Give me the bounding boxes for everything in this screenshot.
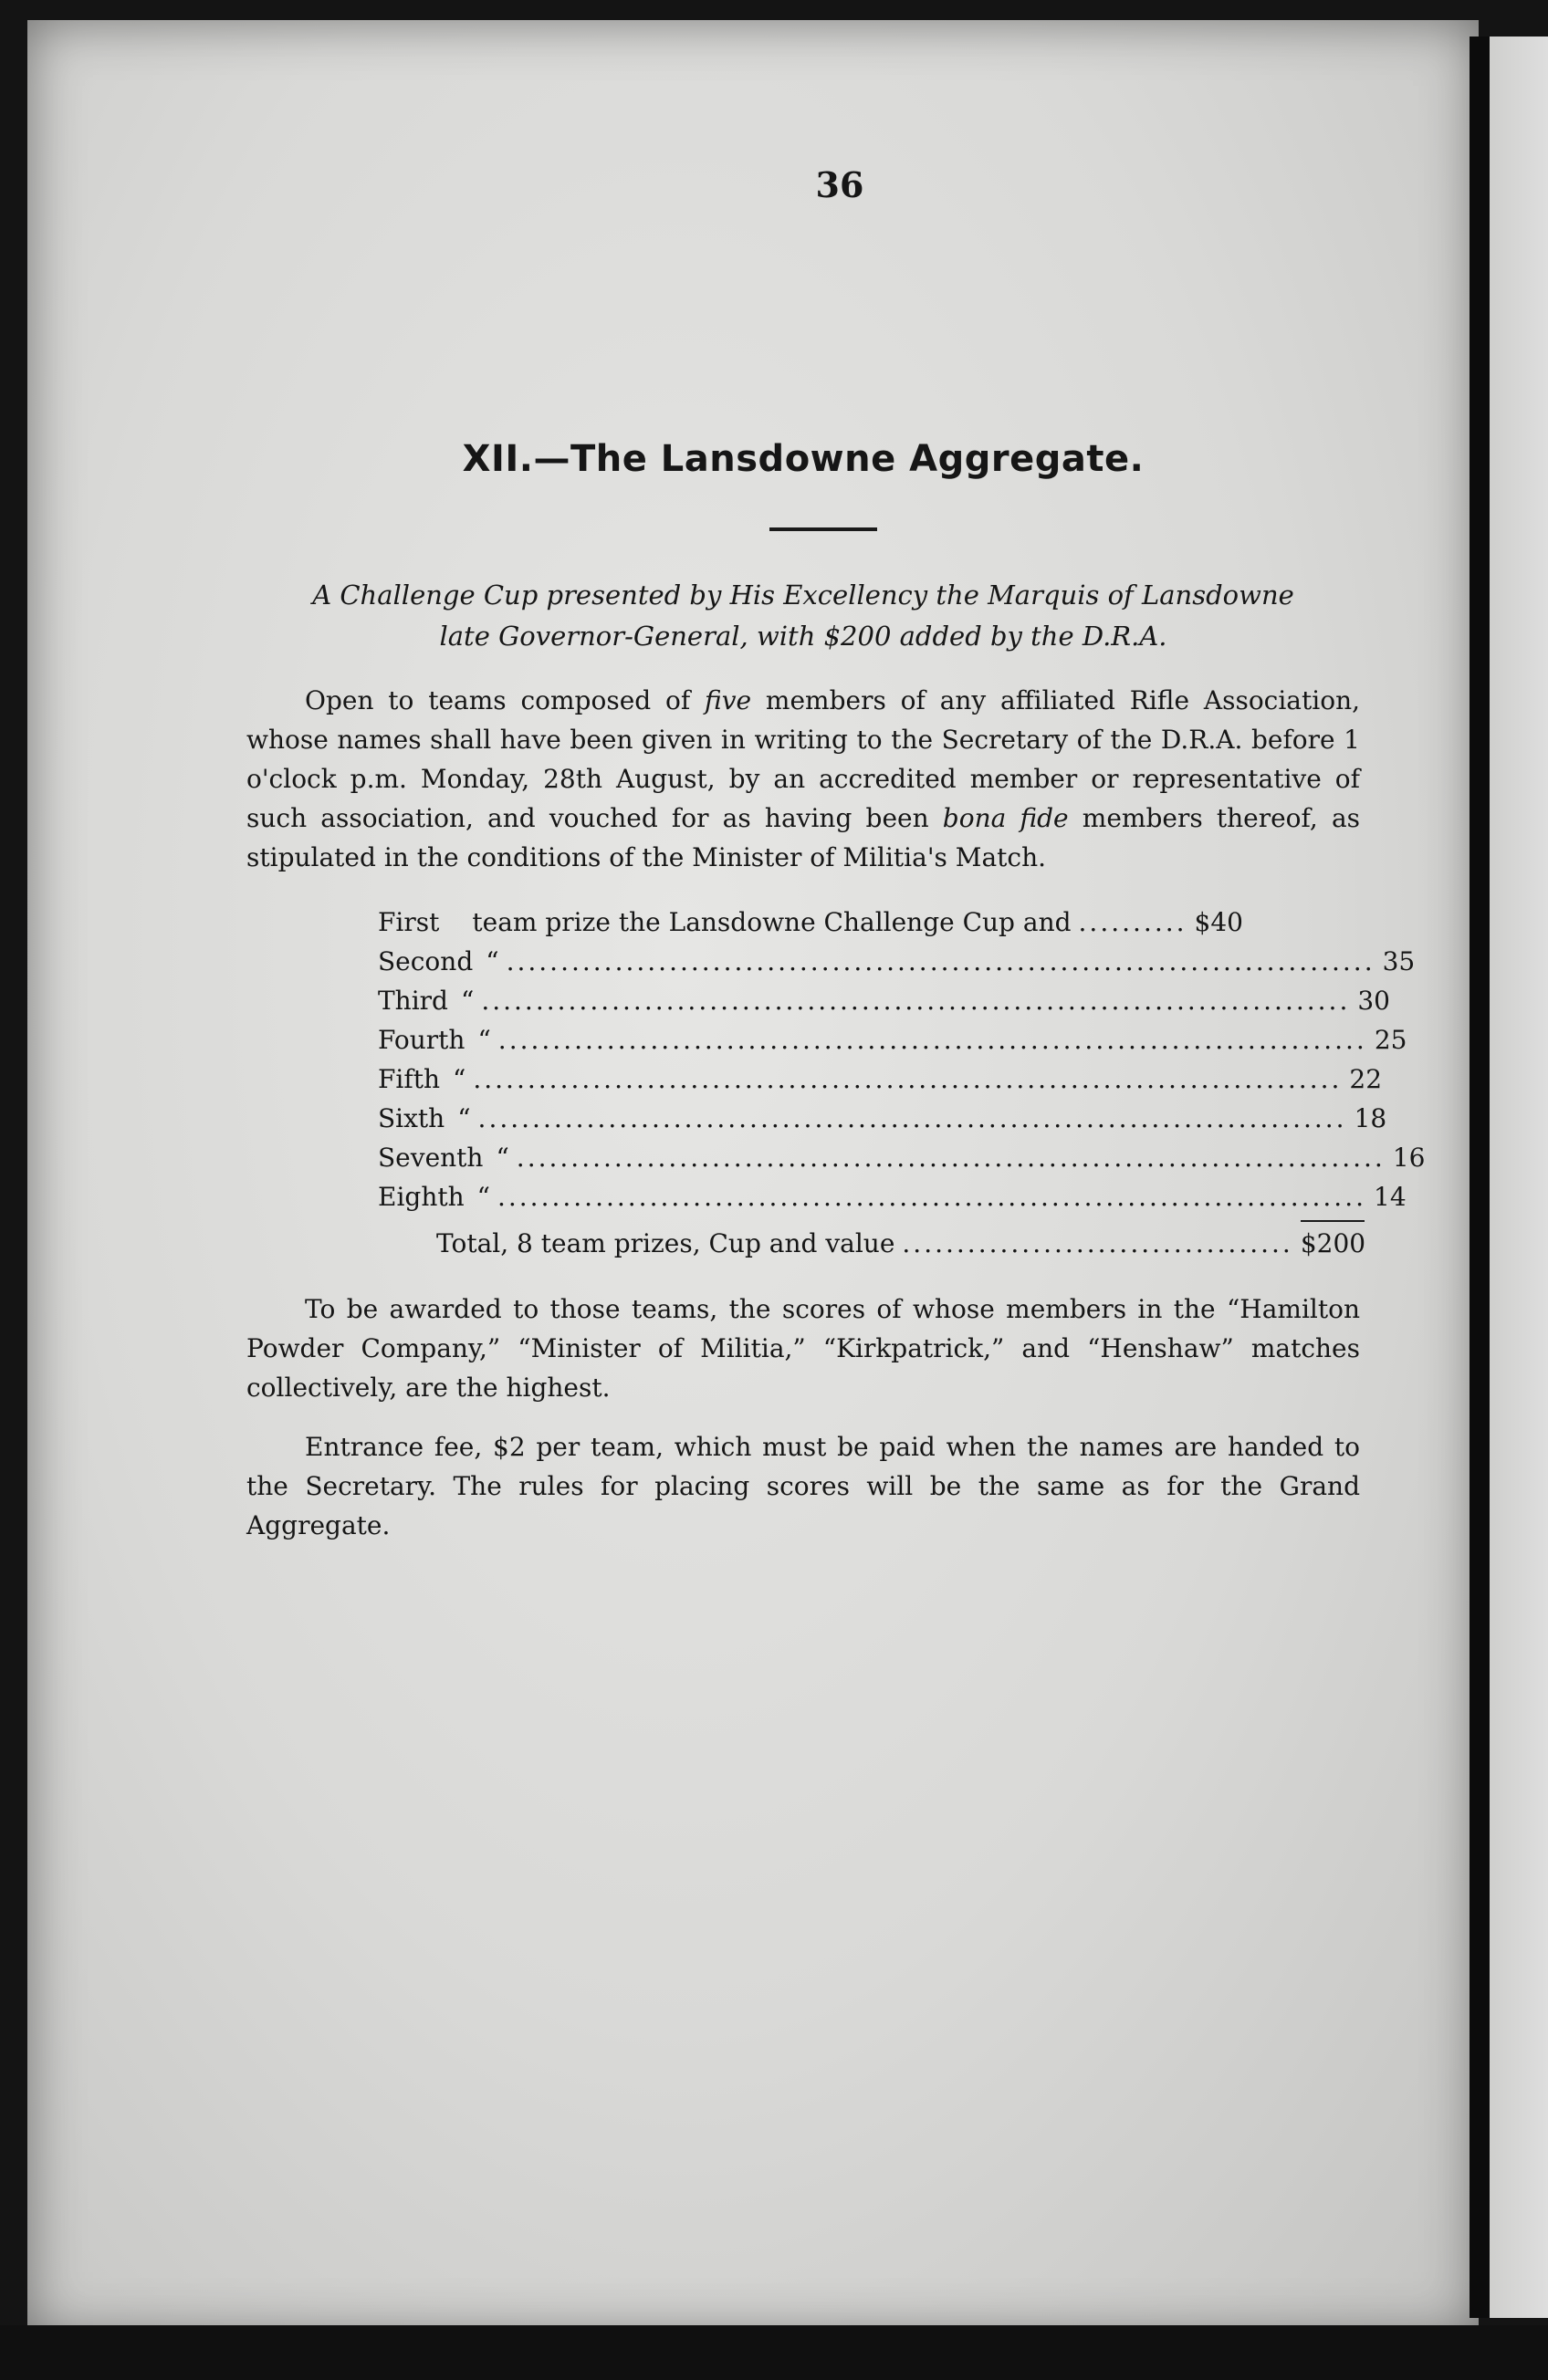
ditto-mark: “ [453, 1064, 466, 1094]
eligibility-five: five [705, 685, 752, 715]
prize-row [378, 1138, 1426, 1177]
ditto-mark: “ [477, 1025, 491, 1055]
ditto-mark: “ [476, 1182, 490, 1212]
eligibility-paragraph [246, 681, 1360, 877]
prize-place: Eighth [378, 1182, 465, 1212]
award-paragraph: To be awarded to those teams, the scores of whose members in the “Hamilton Powder Company,” “Minister of Militia,” “Kirkpatrick,” and “Henshaw” matches collectively, are the highest. [246, 1294, 1360, 1403]
document-page [246, 164, 1426, 1545]
prize-row [378, 1020, 1407, 1060]
eligibility-text-3: members thereof, as stipulated in the conditions of the Minister of Militia's Match. [246, 803, 1361, 872]
dot-leader: ................................................................................ [477, 1103, 1347, 1133]
prize-row [378, 1177, 1407, 1216]
prize-amount: $40 [1194, 907, 1243, 937]
eligibility-text-1: Open to teams composed of [305, 685, 706, 715]
ditto-mark: “ [460, 986, 475, 1016]
prize-amount: 25 [1374, 1025, 1407, 1055]
prize-row [378, 1099, 1387, 1138]
ditto-mark: “ [457, 1103, 471, 1133]
page-number: 36 [815, 164, 864, 205]
prize-row [378, 1060, 1383, 1099]
prize-description: team prize the Lansdowne Challenge Cup and [472, 907, 1072, 937]
dot-leader: .................................... [902, 1228, 1293, 1258]
prize-amount: 14 [1374, 1182, 1407, 1212]
prize-place: Sixth [378, 1103, 445, 1133]
prize-place: First [378, 907, 440, 937]
eligibility-bona-fide: bona fide [942, 803, 1069, 833]
dot-leader: ................................................................................ [516, 1143, 1386, 1173]
intro-line-2: late Governor-General, with $200 added by the D.R.A. [439, 621, 1167, 652]
scan-bottom-border [0, 2325, 1548, 2380]
ditto-mark: “ [486, 946, 499, 976]
prize-rows [378, 942, 1426, 1216]
page-gutter-shadow [1470, 37, 1490, 2318]
prize-total-row [436, 1220, 1366, 1262]
dot-leader: ................................................................................ [506, 946, 1375, 976]
prize-amount: 22 [1349, 1064, 1383, 1094]
dot-leader: ................................................................................ [497, 1025, 1367, 1055]
prize-row [378, 942, 1416, 981]
entrance-fee-paragraph: Entrance fee, $2 per team, which must be paid when the names are handed to the Secretary. The rules for placing scores will be the same as for the Grand Aggregate. [246, 1432, 1360, 1540]
prize-amount: 16 [1392, 1143, 1426, 1173]
prize-row-first [378, 903, 1243, 942]
heading-rule [769, 527, 877, 531]
prize-place: Third [378, 986, 448, 1016]
total-amount: $200 [1301, 1220, 1365, 1263]
prize-place: Seventh [378, 1143, 484, 1173]
dot-leader: ................................................................................ [497, 1182, 1366, 1212]
intro-text [246, 575, 1360, 657]
section-heading: XII.—The Lansdowne Aggregate. [462, 438, 1145, 480]
prize-amount: 30 [1357, 986, 1390, 1016]
ditto-mark: “ [496, 1143, 509, 1173]
intro-line-1: A Challenge Cup presented by His Excellency the Marquis of Lansdowne [312, 579, 1294, 611]
prize-amount: 18 [1354, 1103, 1387, 1133]
dot-leader: ................................................................................ [473, 1064, 1343, 1094]
adjacent-page-edge [1490, 37, 1548, 2318]
prize-table [378, 903, 1426, 1262]
prize-place: Fifth [378, 1064, 441, 1094]
dot-leader: .......... [1078, 907, 1187, 937]
dot-leader: ................................................................................ [481, 986, 1351, 1016]
prize-amount: 35 [1382, 946, 1416, 976]
prize-place: Fourth [378, 1025, 465, 1055]
total-label: Total, 8 team prizes, Cup and value [436, 1228, 895, 1258]
prize-row [378, 981, 1390, 1020]
eligibility-text-2: members of any affiliated Rifle Association, whose names shall have been given in writing to the Secretary of the D.R.A. before 1 o'clock p.m. Monday, 28th August, by an accredited member or representative of such association, and vouched for as having been [246, 685, 1361, 833]
prize-place: Second [378, 946, 474, 976]
